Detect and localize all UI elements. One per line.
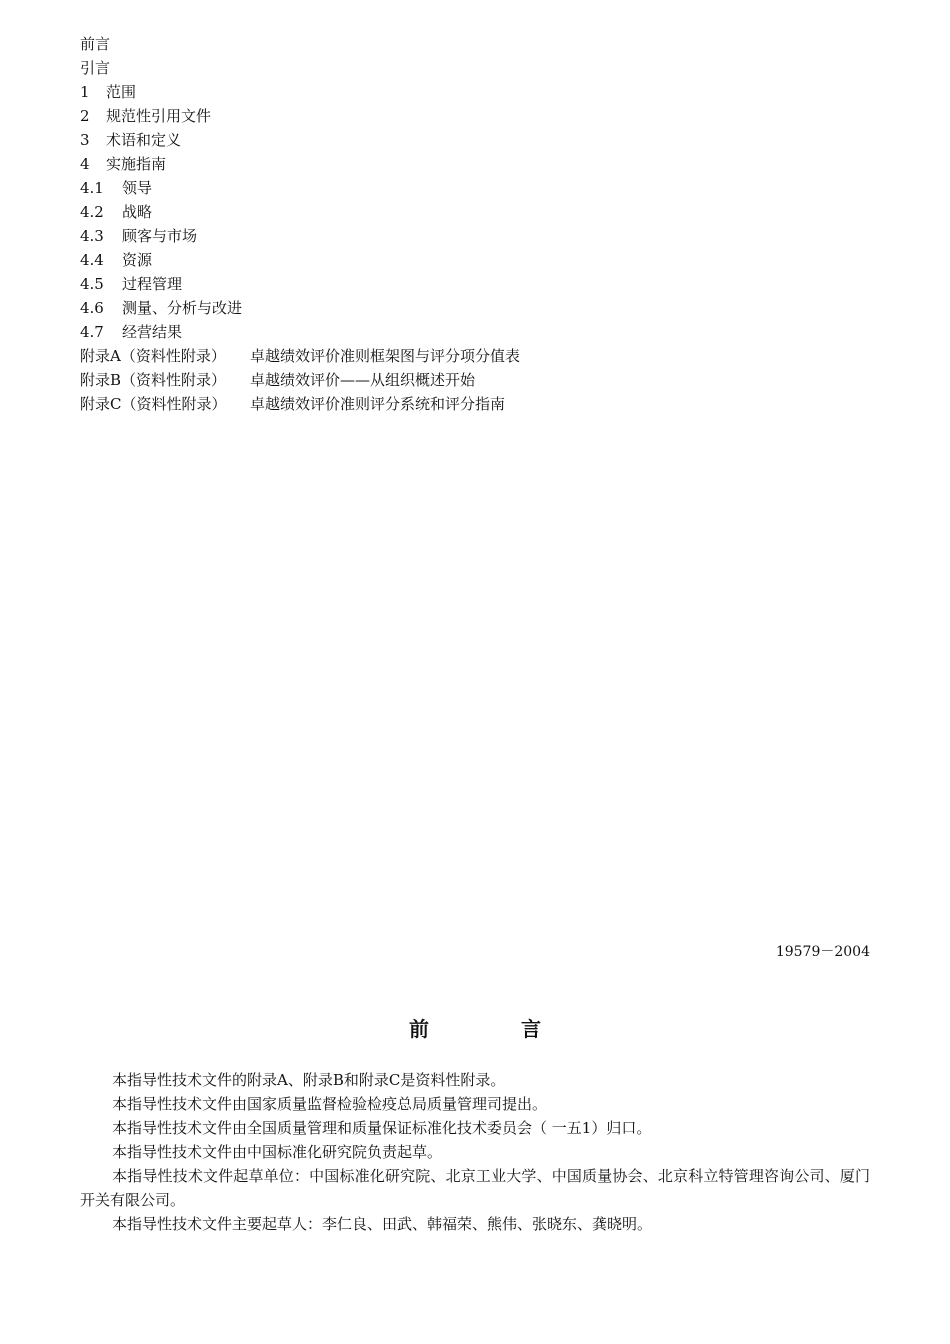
foreword-paragraph: 本指导性技术文件由国家质量监督检验检疫总局质量管理司提出。 [112, 1095, 548, 1113]
foreword-paragraph: 本指导性技术文件的附录A、附录B和附录C是资料性附录。 [112, 1071, 506, 1089]
toc-item-label: 前言 [80, 35, 111, 53]
toc-item-customers[interactable] [80, 224, 880, 248]
toc-item-leadership[interactable] [80, 176, 880, 200]
toc-item-foreword[interactable] [80, 32, 880, 56]
toc-item-appendix-b[interactable] [80, 368, 880, 392]
table-of-contents [80, 32, 880, 416]
foreword-paragraph: 本指导性技术文件起草单位：中国标准化研究院、北京工业大学、中国质量协会、北京科立特管理咨询公司、厦门开关有限公司。 [80, 1167, 870, 1209]
toc-item-number: 4.2 [80, 203, 104, 221]
foreword-paragraph: 本指导性技术文件由中国标准化研究院负责起草。 [112, 1143, 443, 1161]
toc-item-label: 战略 [122, 203, 153, 221]
toc-item-number: 4.4 [80, 251, 104, 269]
toc-item-terms[interactable] [80, 128, 880, 152]
standard-number: 19579－2004 [775, 944, 870, 960]
toc-item-number: 4 [80, 155, 90, 173]
toc-item-number: 4.7 [80, 323, 104, 341]
toc-item-number: 3 [80, 131, 90, 149]
foreword-title-left: 前 [409, 1017, 429, 1041]
toc-item-number: 附录C（资料性附录） [80, 395, 227, 413]
toc-item-label: 领导 [122, 179, 153, 197]
toc-item-guide[interactable] [80, 152, 880, 176]
foreword-title-right: 言 [521, 1017, 541, 1041]
toc-item-results[interactable] [80, 320, 880, 344]
toc-item-label: 顾客与市场 [122, 227, 198, 245]
toc-item-strategy[interactable] [80, 200, 880, 224]
toc-item-label: 范围 [106, 83, 137, 101]
toc-item-introduction[interactable] [80, 56, 880, 80]
toc-item-number: 4.1 [80, 179, 104, 197]
toc-item-number: 4.5 [80, 275, 104, 293]
toc-item-number: 附录A（资料性附录） [80, 347, 226, 365]
toc-item-appendix-a[interactable] [80, 344, 880, 368]
toc-item-label: 实施指南 [106, 155, 167, 173]
toc-item-label: 卓越绩效评价准则框架图与评分项分值表 [250, 347, 521, 365]
toc-item-label: 规范性引用文件 [106, 107, 212, 125]
foreword-paragraph: 本指导性技术文件由全国质量管理和质量保证标准化技术委员会（ 一五1）归口。 [112, 1119, 652, 1137]
toc-item-normative-references[interactable] [80, 104, 880, 128]
toc-item-number: 4.6 [80, 299, 104, 317]
toc-item-measurement[interactable] [80, 296, 880, 320]
toc-item-label: 卓越绩效评价——从组织概述开始 [250, 371, 476, 389]
toc-item-label: 引言 [80, 59, 111, 77]
toc-item-label: 过程管理 [122, 275, 183, 293]
foreword-title [0, 1014, 950, 1044]
toc-item-label: 卓越绩效评价准则评分系统和评分指南 [250, 395, 506, 413]
foreword-body [80, 1068, 870, 1236]
toc-item-label: 术语和定义 [106, 131, 182, 149]
toc-item-number: 4.3 [80, 227, 104, 245]
toc-item-number: 1 [80, 83, 90, 101]
toc-item-scope[interactable] [80, 80, 880, 104]
toc-item-label: 资源 [122, 251, 153, 269]
toc-item-resources[interactable] [80, 248, 880, 272]
toc-item-label: 经营结果 [122, 323, 183, 341]
toc-item-appendix-c[interactable] [80, 392, 880, 416]
toc-item-label: 测量、分析与改进 [122, 299, 243, 317]
foreword-paragraph: 本指导性技术文件主要起草人：李仁良、田武、韩福荣、熊伟、张晓东、龚晓明。 [112, 1215, 653, 1233]
toc-item-number: 2 [80, 107, 90, 125]
toc-item-number: 附录B（资料性附录） [80, 371, 227, 389]
toc-item-process[interactable] [80, 272, 880, 296]
